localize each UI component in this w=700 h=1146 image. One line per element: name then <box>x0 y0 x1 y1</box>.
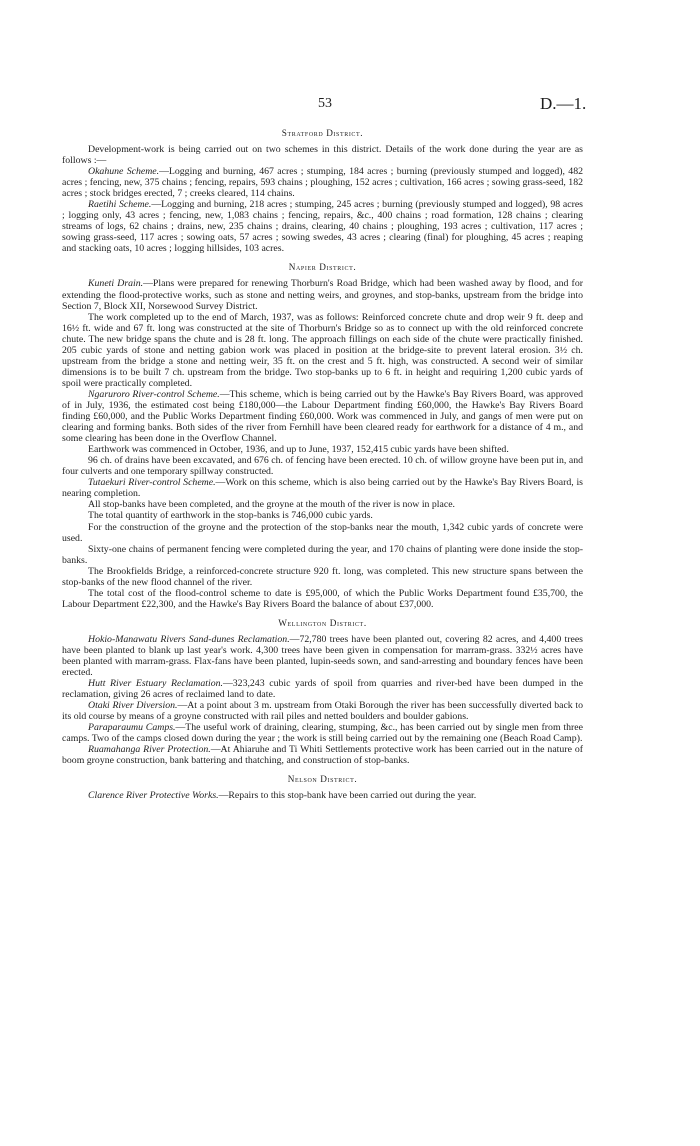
napier-heading: Napier District. <box>288 262 357 273</box>
stratford-heading: Stratford District. <box>281 128 364 138</box>
ngaruroro-text: —This scheme, which is being carried out by the Hawke's Bay Rivers Board, was approved of in July, 1936, the estimated cost being £180,000—the Labour Department finding £60,000, the Hawke's Bay Rivers Board finding £60,000, and the Public Works Department finding £60,000. Work was commenced in July, and gangs of men were put on clearing and forming banks. Both sides of the river from Fernhill have been cleared ready for earthwork for a distance of 4 m., and some clearing has been done in the Overflow Channel. <box>62 388 583 445</box>
okahune-text: —Logging and burning, 467 acres ; stumping, 184 acres ; burning (previously stumped and logged), 482 acres ; fencing, new, 375 chains ; fencing, repairs, 593 chains ; ploughing, 152 acres ; cultivation, 166 acres ; sowing grass-seed, 182 acres ; stock bridges erected, 7 ; creeks cleared, 114 chains. <box>62 166 583 200</box>
paraparaumu-title: Paraparaumu Camps. <box>88 722 176 734</box>
brookfields-paragraph: The Brookfields Bridge, a reinforced-concrete structure 920 ft. long, was completed. This new structure spans between the stop-banks of the new flood channel of the river. <box>62 565 583 588</box>
clarence-title: Clarence River Protective Works. <box>88 790 219 802</box>
fencing-paragraph: Sixty-one chains of permanent fencing were completed during the year, and 170 chains of planting were done inside the stop-banks. <box>62 543 583 566</box>
total-earthwork-paragraph: The total quantity of earthwork in the stop-banks is 746,000 cubic yards. <box>88 510 373 522</box>
concrete-paragraph: For the construction of the groyne and the protection of the stop-banks near the mouth, 1,342 cubic yards of concrete were used. <box>62 521 583 544</box>
hokio-text: —72,780 trees have been planted out, covering 82 acres, and 4,400 trees have been planted to blank up last year's work. 4,300 trees have been given in compensation for marram-grass. 332½ acres have been planted with marram-grass. Flax-fans have been planted, lupin-seeds sown, and sand-arresting and boundary fences have been erected. <box>62 633 583 679</box>
clarence-text: —Repairs to this stop-bank have been carried out during the year. <box>218 790 477 802</box>
nelson-heading: Nelson District. <box>287 774 358 785</box>
work-completed-paragraph: The work completed up to the end of March, 1937, was as follows: Reinforced concrete chute and drop weir 9 ft. deep and 16½ ft. wide and 67 ft. long was constructed at the site of Thorburn's Bridge so as to connect up with the old reinforced concrete chute. The new bridge spans the chute and is 28 ft. long. The approach fillings on each side of the chute were practically finished. 205 cubic yards of stone and netting gabion work was placed in position at the bridge-site to prevent lateral erosion. 3½ ch. upstream from the bridge a stone and netting weir, 35 ft. on the crest and 5 ft. high, was constructed. A second weir of similar dimensions is to be built 7 ch. upstream from the bridge. Two stop-banks up to 6 ft. in height and requiring 1,200 cubic yards of spoil were practically completed. <box>62 311 583 389</box>
hokio-title: Hokio-Manawatu Rivers Sand-dunes Reclamation. <box>88 633 290 645</box>
tutaekuri-paragraph <box>62 477 583 499</box>
ruamahanga-text: —At Ahiaruhe and Ti Whiti Settlements protective work has been carried out in the nature of boom groyne construction, bank battering and thatching, and construction of stop-banks. <box>62 744 583 767</box>
kuneti-title: Kuneti Drain. <box>88 278 144 290</box>
raetihi-text: —Logging and burning, 218 acres ; stumping, 245 acres ; burning (previously stumped and logged), 98 acres ; logging only, 43 acres ; fencing, new, 1,083 chains ; fencing, repairs, &c., 400 chains ; road formation, 128 chains ; clearing streams of logs, 62 chains ; drains, new, 235 chains ; drains, clearing, 40 chains ; ploughing, 193 acres ; cultivation, 117 acres ; sowing grass-seed, 117 acres ; sowing oats, 57 acres ; sowing swedes, 43 acres ; clearing (final) for ploughing, 45 acres ; reaping and stacking oats, 10 acres ; logging hillsides, 103 acres. <box>62 199 583 255</box>
raetihi-title: Raetihi Scheme. <box>88 199 152 211</box>
otaki-paragraph <box>62 700 583 722</box>
raetihi-paragraph <box>62 199 583 254</box>
kuneti-text: —Plans were prepared for renewing Thorburn's Road Bridge, which had been washed away by flood, and for extending the flood-protective works, such as stone and netting weirs, and groynes, and stop-banks, upstream from the bridge into Section 7, Block XII, Norsewood Survey District. <box>62 278 583 312</box>
page-body <box>62 128 583 801</box>
ruamahanga-title: Ruamahanga River Protection. <box>88 744 211 756</box>
hokio-paragraph <box>62 634 583 678</box>
drains-paragraph: 96 ch. of drains have been excavated, and 676 ch. of fencing have been erected. 10 ch. of willow groyne have been put in, and four culverts and one temporary spillway constructed. <box>62 455 583 478</box>
okahune-title: Okahune Scheme. <box>88 166 160 178</box>
paraparaumu-text: —The useful work of draining, clearing, stumping, &c., has been carried out by single men from three camps. Two of the camps closed down during the year ; the work is still being carried out by the remaining one (Beach Road Camp). <box>62 722 583 745</box>
tutaekuri-title: Tutaekuri River-control Scheme. <box>88 477 216 489</box>
stopbanks-paragraph: All stop-banks have been completed, and the groyne at the mouth of the river is now in place. <box>88 499 456 511</box>
earthwork-paragraph: Earthwork was commenced in October, 1936, and up to June, 1937, 152,415 cubic yards have been shifted. <box>88 444 509 456</box>
otaki-text: —At a point about 3 m. upstream from Otaki Borough the river has been successfully diverted back to its old course by means of a groyne constructed with rail piles and netted boulders and boulder gabions. <box>62 700 583 723</box>
stratford-intro: Development-work is being carried out on two schemes in this district. Details of the work done during the year are as follows :— <box>62 144 583 167</box>
otaki-title: Otaki River Diversion. <box>88 700 178 712</box>
page-header <box>0 96 700 120</box>
hutt-title: Hutt River Estuary Reclamation. <box>88 678 223 690</box>
wellington-heading: Wellington District. <box>278 617 367 628</box>
okahune-paragraph <box>62 166 583 199</box>
clarence-paragraph <box>62 790 583 801</box>
page-number: 53 <box>318 96 332 111</box>
hutt-text: —323,243 cubic yards of spoil from quarries and river-bed have been dumped in the reclamation, giving 26 acres of reclaimed land to date. <box>62 678 584 701</box>
total-cost-paragraph: The total cost of the flood-control scheme to date is £95,000, of which the Public Works Department found £35,700, the Labour Department £22,300, and the Hawke's Bay Rivers Board the balance of about £37,000. <box>62 587 583 610</box>
kuneti-paragraph <box>62 278 583 311</box>
paraparaumu-paragraph <box>62 722 583 744</box>
ngaruroro-paragraph <box>62 389 583 444</box>
tutaekuri-text: —Work on this scheme, which is also being carried out by the Hawke's Bay Rivers Board, is nearing completion. <box>62 477 583 500</box>
hutt-paragraph <box>62 678 583 700</box>
ruamahanga-paragraph <box>62 744 583 766</box>
ngaruroro-title: Ngaruroro River-control Scheme. <box>88 388 220 400</box>
document-reference: D.—1. <box>540 94 587 113</box>
